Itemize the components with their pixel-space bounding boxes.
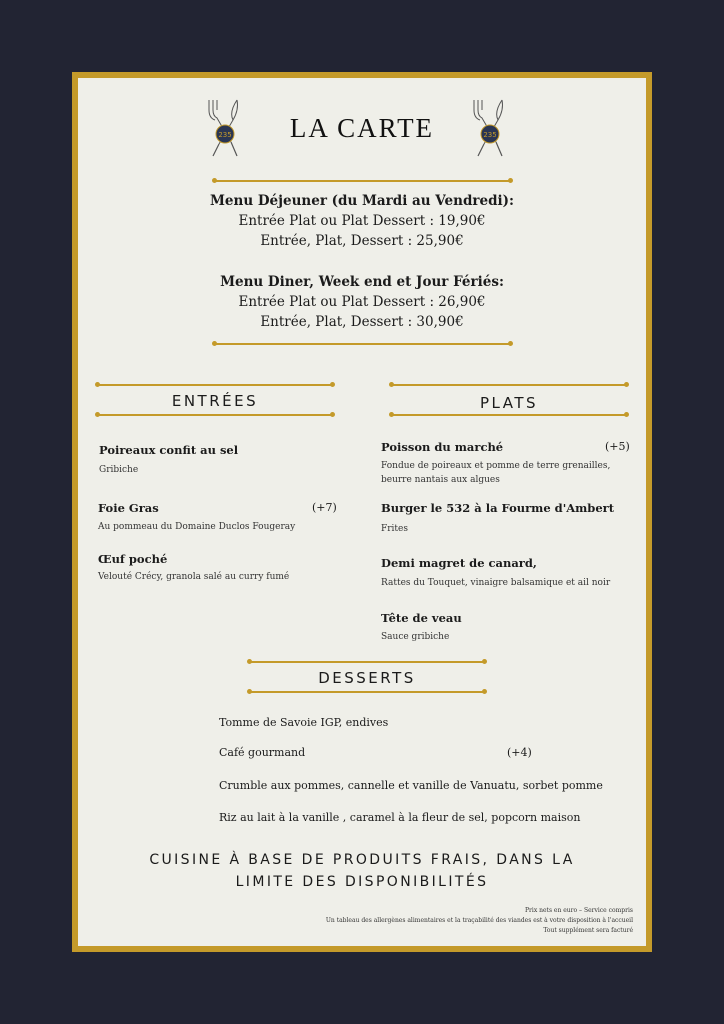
footer-notes — [293, 906, 633, 936]
dessert-supplement: (+4) — [507, 746, 532, 759]
entrees-line-top — [98, 384, 332, 386]
menu-dejeuner-line2: Entrée, Plat, Dessert : 25,90€ — [260, 233, 464, 249]
plat-name: Burger le 532 à la Fourme d'Ambert — [381, 501, 615, 515]
page-title: LA CARTE — [289, 113, 435, 143]
plat-name: Demi magret de canard, — [381, 556, 537, 570]
menu-diner — [0, 272, 724, 332]
divider-top — [215, 180, 510, 182]
entree-name: Œuf poché — [98, 552, 168, 566]
footer-line3: Tout supplément sera facturé — [543, 927, 633, 934]
divider-menus — [215, 343, 510, 345]
plat-desc: beurre nantais aux algues — [381, 475, 500, 485]
menu-diner-heading: Menu Diner, Week end et Jour Fériés: — [220, 274, 504, 290]
logo-badge-right: 235 — [483, 131, 497, 139]
plat-supplement: (+5) — [605, 440, 630, 453]
menu-dejeuner — [0, 191, 724, 251]
dessert-item: Café gourmand — [219, 746, 306, 759]
plat-name: Poisson du marché — [381, 440, 504, 454]
desserts-line-top — [250, 661, 484, 663]
dessert-item: Riz au lait à la vanille , caramel à la fleur de sel, popcorn maison — [219, 811, 581, 824]
entree-name: Poireaux confit au sel — [99, 443, 239, 457]
dessert-item: Tomme de Savoie IGP, endives — [219, 716, 389, 729]
slogan-line2: LIMITE DES DISPONIBILITÉS — [235, 874, 489, 890]
entree-supplement: (+7) — [312, 501, 337, 514]
slogan-line1: CUISINE À BASE DE PRODUITS FRAIS, DANS LA — [149, 852, 575, 868]
menu-dejeuner-line1: Entrée Plat ou Plat Dessert : 19,90€ — [238, 213, 486, 229]
entree-desc: Velouté Crécy, granola salé au curry fumé — [98, 572, 290, 582]
plat-name: Tête de veau — [381, 611, 462, 625]
logo-badge-left: 235 — [218, 131, 232, 139]
menu-diner-line1: Entrée Plat ou Plat Dessert : 26,90€ — [238, 294, 486, 310]
plat-desc: Frites — [381, 524, 408, 534]
menu-diner-line2: Entrée, Plat, Dessert : 30,90€ — [260, 314, 464, 330]
footer-line1: Prix nets en euro – Service compris — [525, 907, 633, 914]
entrees-title: ENTRÉES — [171, 392, 259, 410]
slogan — [0, 849, 724, 893]
plats-line-top — [392, 384, 626, 386]
desserts-title: DESSERTS — [318, 669, 416, 687]
plats-line-bottom — [392, 414, 626, 416]
entrees-line-bottom — [98, 414, 332, 416]
menu-dejeuner-heading: Menu Déjeuner (du Mardi au Vendredi): — [209, 193, 515, 209]
entree-desc: Gribiche — [99, 465, 139, 475]
desserts-line-bottom — [250, 691, 484, 693]
dessert-item: Crumble aux pommes, cannelle et vanille de Vanuatu, sorbet pomme — [219, 779, 603, 792]
plat-desc: Rattes du Touquet, vinaigre balsamique et ail noir — [381, 578, 611, 588]
entree-name: Foie Gras — [98, 501, 159, 515]
footer-line2: Un tableau des allergènes alimentaires et la traçabilité des viandes est à votre disposition à l'accueil — [325, 917, 633, 924]
plats-title: PLATS — [479, 394, 539, 412]
plat-desc: Fondue de poireaux et pomme de terre grenailles, — [381, 461, 611, 471]
entree-desc: Au pommeau du Domaine Duclos Fougeray — [98, 522, 296, 532]
plat-desc: Sauce gribiche — [381, 632, 450, 642]
